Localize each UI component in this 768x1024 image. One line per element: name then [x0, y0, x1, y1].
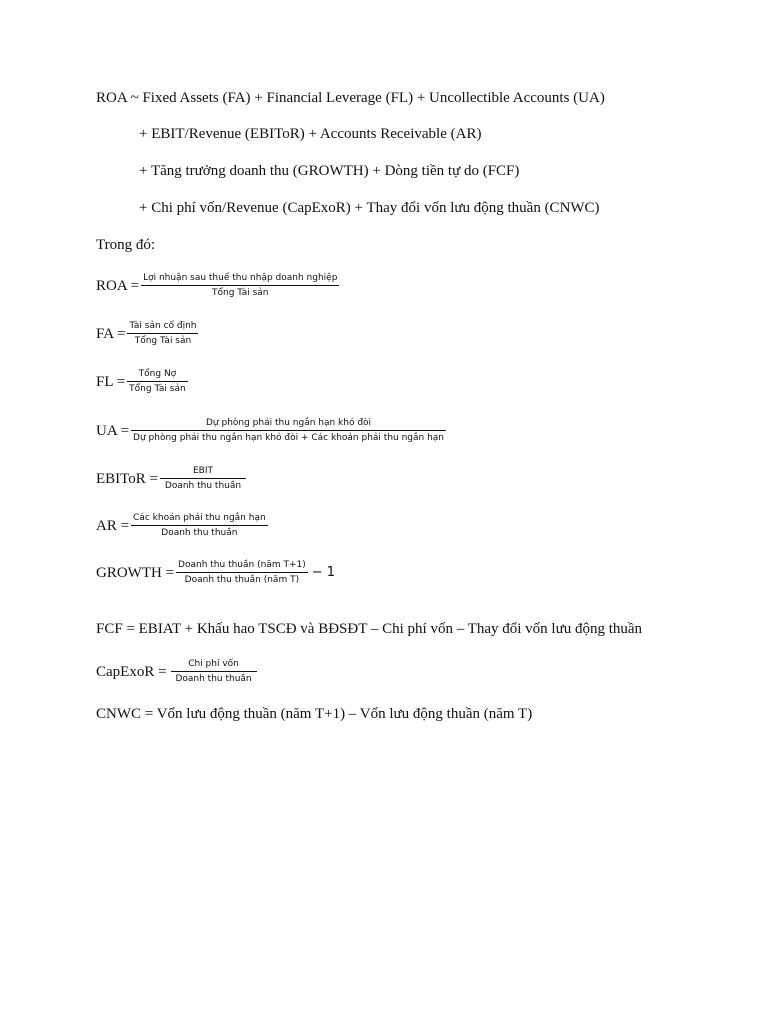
ua-formula: [96, 417, 446, 444]
fa-formula: [96, 320, 198, 347]
roa-label: ROA =: [96, 277, 140, 294]
ua-numerator: Dự phòng phải thu ngắn hạn khó đòi: [131, 417, 446, 431]
fl-formula: [96, 368, 188, 395]
cnwc-formula: CNWC = Vốn lưu động thuần (năm T+1) – Vốn lưu động thuần (năm T): [96, 706, 533, 722]
ar-formula: [96, 512, 268, 539]
fl-numerator: Tổng Nợ: [127, 368, 188, 382]
growth-fraction: [176, 559, 308, 586]
ebitor-fraction: [160, 465, 246, 492]
model-equation-line-1: ROA ~ Fixed Assets (FA) + Financial Leverage (FL) + Uncollectible Accounts (UA): [96, 90, 605, 106]
fl-fraction: [127, 368, 188, 395]
ua-fraction: [131, 417, 446, 444]
roa-numerator: Lợi nhuận sau thuế thu nhập doanh nghiệp: [141, 272, 339, 286]
roa-formula: [96, 272, 339, 299]
ua-label: UA =: [96, 422, 130, 439]
ua-denominator: Dự phòng phải thu ngắn hạn khó đòi + Các khoản phải thu ngắn hạn: [133, 433, 445, 443]
model-equation-line-3: + Tăng trưởng doanh thu (GROWTH) + Dòng tiền tự do (FCF): [139, 163, 520, 179]
fl-label: FL =: [96, 373, 126, 390]
model-equation-line-2: + EBIT/Revenue (EBIToR) + Accounts Receivable (AR): [139, 126, 482, 142]
fa-numerator: Tài sản cố định: [127, 320, 198, 334]
fl-denominator: Tổng Tài sản: [129, 384, 186, 394]
growth-denominator: Doanh thu thuần (năm T): [184, 575, 300, 585]
growth-label: GROWTH =: [96, 564, 175, 581]
ar-label: AR =: [96, 517, 130, 534]
fa-fraction: [127, 320, 198, 347]
ar-numerator: Các khoản phải thu ngắn hạn: [131, 512, 268, 526]
ebitor-numerator: EBIT: [160, 465, 246, 479]
ar-denominator: Doanh thu thuần: [161, 528, 238, 538]
growth-formula: [96, 559, 335, 586]
roa-fraction: [141, 272, 339, 299]
ar-fraction: [131, 512, 268, 539]
ebitor-formula: [96, 465, 246, 492]
capexor-formula: [96, 658, 257, 685]
fa-label: FA =: [96, 325, 126, 342]
capexor-numerator: Chi phí vốn: [171, 658, 257, 672]
capexor-label: CapExoR =: [96, 663, 167, 680]
model-equation-line-4: + Chi phí vốn/Revenue (CapExoR) + Thay đổi vốn lưu động thuần (CNWC): [139, 200, 600, 216]
growth-numerator: Doanh thu thuần (năm T+1): [176, 559, 308, 573]
capexor-fraction: [171, 658, 257, 685]
ebitor-denominator: Doanh thu thuần: [164, 481, 242, 491]
fa-denominator: Tổng Tài sản: [134, 336, 192, 346]
roa-denominator: Tổng Tài sản: [211, 288, 269, 298]
capexor-denominator: Doanh thu thuần: [175, 674, 252, 684]
where-label: Trong đó:: [96, 237, 156, 253]
fcf-formula: FCF = EBIAT + Khấu hao TSCĐ và BĐSĐT – Chi phí vốn – Thay đổi vốn lưu động thuần: [96, 621, 643, 637]
ebitor-label: EBIToR =: [96, 470, 158, 487]
growth-minus-one: − 1: [311, 565, 336, 580]
